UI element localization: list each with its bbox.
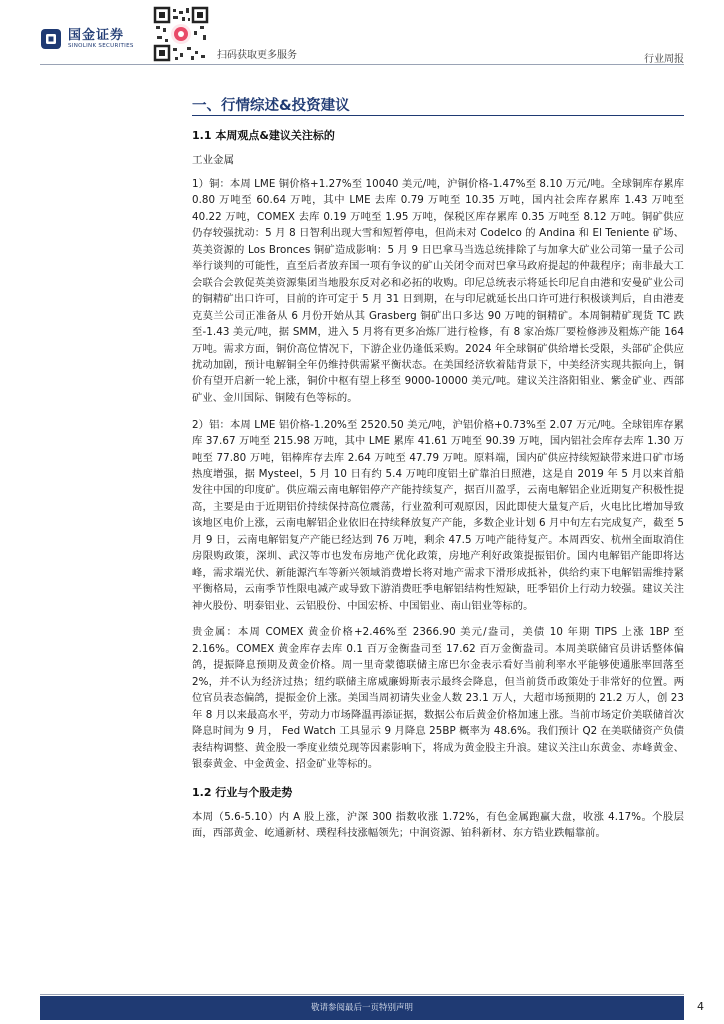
report-body: [192, 126, 684, 852]
section-divider: [192, 115, 684, 116]
page-header: [0, 0, 724, 66]
footer-bar: [40, 996, 684, 1020]
logo-en-text: SINOLINK SECURITIES: [68, 42, 134, 49]
aluminum-paragraph: 2）铝：本周 LME 铝价格-1.20%至 2520.50 美元/吨，沪铝价格+0.73%至 2.07 万元/吨。全球铝库存累库 37.67 万吨至 215.98 万吨，其中 LME 累库 41.61 万吨至 90.39 万吨，国内铝社会库存去库 1.30 万吨至 77.80 万吨，铝棒库存去库 2.64 万吨至 47.79 万吨。原料端，国内矿供应持续短缺带来进口矿市场热度增强，据 Mysteel，5 月 10 日有约 5.4 万吨印度铝土矿靠泊日照港，这是自 2019 年 5 月以来首船发往中国的印度矿。供应端云南电解铝停产产能持续复产，据百川盈孚，云南电解铝企业近期复产积极性提高，主要是由于近期铝价持续保持高位震荡，行业盈利可观原因，因此即使大量复产后，火电比比增加导致该地区电价上涨，云南电解铝企业依旧在持续释放复产产能，多数企业计划 6 月中旬左右完成复产，截至 5 月 9 日，云南电解铝复产产能已经达到 76 万吨，剩余 47.5 万吨产能待复产。本周西安、杭州全面取消住房限购政策，深圳、武汉等市也发布房地产优化政策，房地产利好政策提振铝价。国内电解铝产能即将达峰，需求端光伏、新能源汽车等新兴领域消费增长将对地产需求下滑形成抵补，供给约束下电解铝需维持紧平衡格局，云南季节性限电减产或导致下游消费旺季电解铝结构性短缺，旺季铝价上行动力较强。建议关注神火股份、明泰铝业、云铝股份、中国宏桥、中国铝业、南山铝业等标的。: [192, 418, 684, 612]
footer-divider: [40, 994, 684, 995]
precious-metals-paragraph: 贵金属：本周 COMEX 黄金价格+2.46%至 2366.90 美元/盎司，美债 10 年期 TIPS 上涨 1BP 至 2.16%。COMEX 黄金库存去库 0.1 百万金衡盎司至 17.62 百万金衡盎司。本周美联储官员讲话整体偏鸽，提振降息预期及黄金价格。周一里奇蒙德联储主席巴尔金表示看好当前利率水平能够使通胀率回落至 2%，并不认为经济过热；纽约联储主席威廉姆斯表示最终会降息，但当前货币政策处于非常好的位置。两位官员表态偏鸽，提振金价上涨。美国当周初请失业金人数 23.1 万人，大超市场预期的 21.2 万人，创 23 年 8 月以来最高水平，劳动力市场降温再添证据，数据公布后黄金价格加速上涨。当前市场定价美联储首次降息时间为 9 月， Fed Watch 工具显示 9 月降息 25BP 概率为 48.6%。我们预计 Q2 在美联储资产负债表结构调整、黄金股一季度业绩兑现等因素影响下，将成为黄金股主升浪。建议关注山东黄金、赤峰黄金、银泰黄金、中金黄金、招金矿业等标的。: [192, 626, 684, 770]
category-label: 工业金属: [192, 154, 234, 166]
company-logo: [40, 28, 134, 50]
qr-caption: 扫码获取更多服务: [217, 50, 297, 61]
qr-code-icon[interactable]: [153, 6, 209, 62]
market-trend-paragraph: 本周（5.6-5.10）内 A 股上涨，沪深 300 指数收涨 1.72%，有色金属跑赢大盘，收涨 4.17%。个股层面，西部黄金、屹通新材、璞程科技涨幅领先；中润资源、铂科新材、东方锆业跌幅靠前。: [192, 810, 684, 840]
logo-mark-icon: [40, 28, 62, 50]
subsection-heading-1: 1.1 本周观点&建议关注标的: [192, 129, 335, 142]
report-type: 行业周报: [644, 54, 684, 65]
page-number: 4: [697, 1000, 704, 1013]
logo-cn-text: 国金证券: [68, 27, 125, 43]
section-title: 一、行情综述&投资建议: [192, 98, 350, 114]
subsection-heading-2: 1.2 行业与个股走势: [192, 785, 293, 799]
header-divider: [40, 64, 684, 65]
copper-paragraph: 1）铜：本周 LME 铜价格+1.27%至 10040 美元/吨，沪铜价格-1.47%至 8.10 万元/吨。全球铜库存累库 0.80 万吨至 60.64 万吨，其中 LME 去库 0.79 万吨至 10.35 万吨，国内社会库存累库 1.43 万吨至 40.22 万吨，COMEX 去库 0.19 万吨至 1.95 万吨，保税区库存累库 0.35 万吨至 8.12 万吨。铜矿供应仍存较强扰动：5 月 8 日智利出现大雪和短暂停电，但尚未对 Codelco 的 Andina 和 El Teniente 矿场、英美资源的 Los Bronces 铜矿造成影响：5 月 9 日巴拿马当选总统排除了与加拿大矿业公司第一量子公司举行谈判的可能性，直至后者放弃国一项有争议的矿山关闭令而对巴拿马政府提起的仲裁程序；南非最大工会联合会敦促英美资源集团当地股东反对必和必拓的收购。印尼总统表示将延长印尼自由港和安曼矿业公司的铜精矿出口许可，目前的许可定于 5 月 31 日到期，在与印尼就延长出口许可进行积极谈判后，自由港麦克莫兰公司正准备从 6 月份开始从其 Grasberg 铜矿出口多达 90 万吨的铜精矿。本周铜精矿现货 TC 跌至-1.43 美元/吨，据 SMM，进入 5 月将有更多冶炼厂进行检修，有 8 家冶炼厂要检修涉及粗炼产能 164 万吨。需求方面，铜价高位情况下，下游企业仍逢低采购。2024 年全球铜矿供给增长受限，头部矿企供应扰动加剧，预计电解铜全年仍维持供需紧平衡状态。在美国经济软着陆背景下，中美经济实现共振向上，铜价有望开启新一轮上涨，铜价中枢有望上移至 9000-10000 美元/吨。建议关注洛阳钼业、紫金矿业、西部矿业、金川国际、铜陵有色等标的。: [192, 178, 684, 404]
footer-disclaimer: 敬请参阅最后一页特别声明: [310, 1003, 413, 1013]
